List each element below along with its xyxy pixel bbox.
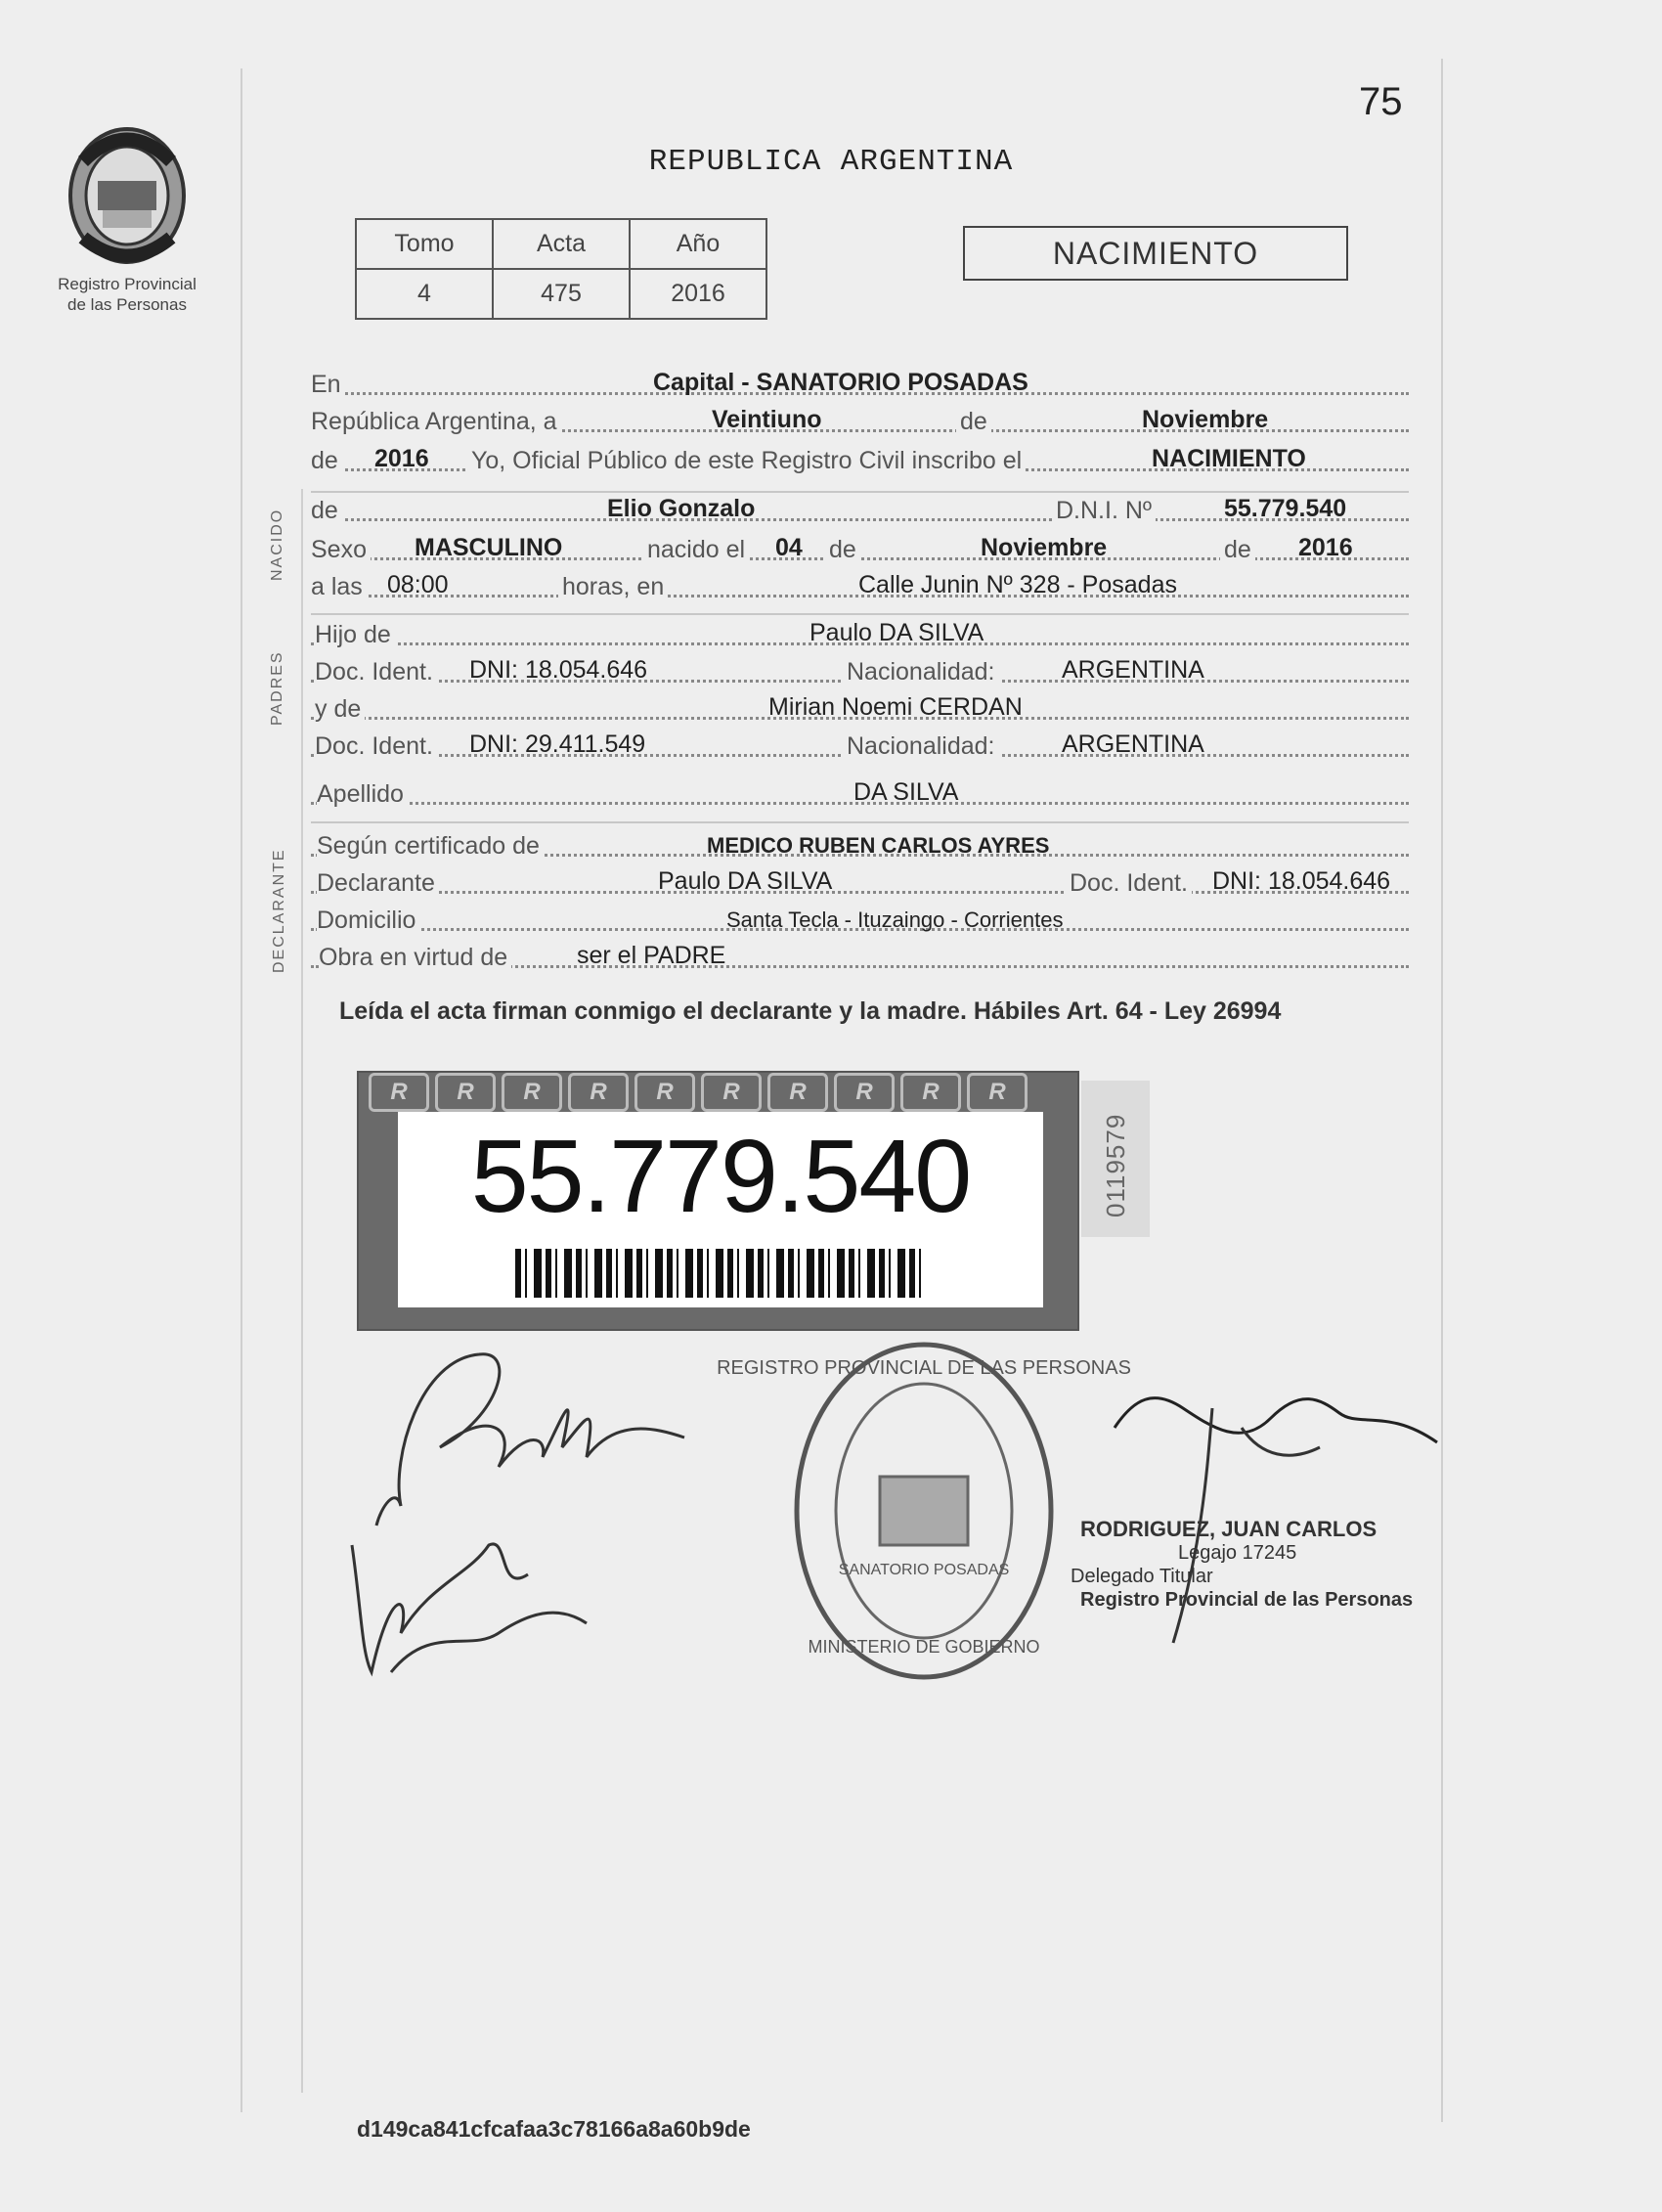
value-tipo-inscripcion: NACIMIENTO [1152,445,1306,472]
label-doc-ident-declarante: Doc. Ident. [1066,869,1192,898]
label-obra-en-virtud: Obra en virtud de [319,944,511,972]
value-dia-nac: 04 [775,534,803,561]
value-lugar-nac: Calle Junin Nº 328 - Posadas [858,571,1177,598]
value-acta: 475 [493,269,630,319]
value-hora: 08:00 [387,571,449,598]
header-acta: Acta [493,219,630,269]
label-horas-en: horas, en [558,573,668,601]
dni-sticker [357,1071,1079,1331]
label-y-de: y de [315,695,365,724]
label-de: de [956,408,991,436]
label-en: En [311,371,345,399]
official-role: Delegado Titular [1071,1566,1213,1587]
sticker-pattern: R R R R R R R R R R [359,1073,1077,1112]
value-madre: Mirian Noemi CERDAN [768,693,1023,721]
logo-caption-line2: de las Personas [67,295,187,314]
label-de-name: de [311,497,342,525]
value-sexo: MASCULINO [415,534,563,561]
official-block [1071,1517,1414,1612]
stamp-text-middle: SANATORIO POSADAS [838,1562,1010,1578]
value-dia: Veintiuno [712,406,822,433]
value-virtud: ser el PADRE [577,942,726,969]
section-declarante: DECLARANTE [271,848,287,973]
row-sexo [311,533,1409,566]
value-madre-doc: DNI: 29.411.549 [469,730,646,758]
value-certificado: MEDICO RUBEN CARLOS AYRES [707,833,1050,858]
row-hora [311,570,1409,603]
divider [311,821,1409,823]
serial-number: 0119579 [1101,1113,1130,1217]
page-number: 75 [1359,80,1403,123]
row-lugar [311,368,1409,401]
value-nombre: Elio Gonzalo [607,495,756,522]
official-legajo: Legajo 17245 [1178,1542,1297,1564]
official-name: RODRIGUEZ, JUAN CARLOS [1080,1517,1378,1541]
divider [311,491,1409,493]
label-doc-ident-madre: Doc. Ident. [315,732,437,761]
logo-caption-line1: Registro Provincial [58,275,197,293]
value-tomo: 4 [356,269,493,319]
label-a-las: a las [311,573,367,601]
section-padres: PADRES [269,650,285,726]
margin-line-inner [301,489,303,2093]
label-yo-oficial: Yo, Oficial Público de este Registro Civil inscribo el [467,447,1026,475]
label-doc-ident: Doc. Ident. [315,658,437,686]
sticker-number: 55.779.540 [470,1119,971,1234]
label-hijo-de: Hijo de [315,621,395,649]
row-virtud [311,941,1409,974]
register-table [355,218,767,320]
value-anio: 2016 [374,445,429,472]
row-padre-doc [311,655,1409,688]
stamp-text-outer: REGISTRO PROVINCIAL DE LAS PERSONAS [717,1357,1131,1379]
signature-official-icon [1095,1369,1447,1662]
margin-line-right [1441,59,1443,2122]
value-padre: Paulo DA SILVA [809,619,984,646]
label-nacionalidad: Nacionalidad: [843,658,999,686]
signature-padre-icon [332,1340,723,1692]
row-apellido [311,777,1409,811]
divider [311,613,1409,615]
header-anio: Año [630,219,766,269]
value-declarante: Paulo DA SILVA [658,867,833,895]
row-madre-doc [311,730,1409,763]
label-nacido-el: nacido el [643,536,749,564]
sticker-serial [1081,1081,1150,1237]
official-office: Registro Provincial de las Personas [1080,1589,1414,1611]
value-dni: 55.779.540 [1224,495,1347,522]
value-anio-nac: 2016 [1298,534,1353,561]
row-domicilio [311,904,1409,937]
value-domicilio: Santa Tecla - Ituzaingo - Corrientes [726,907,1064,932]
label-republica: República Argentina, a [311,408,561,436]
label-sexo: Sexo [311,536,371,564]
label-declarante: Declarante [317,869,439,898]
row-certificado [311,829,1409,863]
value-mes-nac: Noviembre [981,534,1108,561]
value-padre-nac: ARGENTINA [1062,656,1204,684]
row-nombre [311,494,1409,527]
label-de-year: de [311,447,342,475]
label-de-mes: de [825,536,860,564]
row-inscripcion [311,444,1409,477]
row-declarante [311,866,1409,900]
row-fecha [311,405,1409,438]
value-mes: Noviembre [1142,406,1269,433]
act-type-box: NACIMIENTO [963,226,1348,281]
value-padre-doc: DNI: 18.054.646 [469,656,648,684]
label-apellido: Apellido [317,780,408,809]
row-madre [311,692,1409,726]
document-hash: d149ca841cfcafaa3c78166a8a60b9de [357,2116,751,2142]
closing-note: Leída el acta firman conmigo el declarante y la madre. Hábiles Art. 64 - Ley 26994 [339,997,1282,1025]
stamp-text-bottom: MINISTERIO DE GOBIERNO [808,1637,1040,1657]
official-stamp-icon [717,1330,1131,1692]
label-nacionalidad-madre: Nacionalidad: [843,732,999,761]
label-segun-certificado: Según certificado de [317,832,544,861]
header-tomo: Tomo [356,219,493,269]
section-nacido: NACIDO [269,508,285,581]
row-padre [311,618,1409,651]
value-lugar: Capital - SANATORIO POSADAS [653,369,1028,396]
label-domicilio: Domicilio [317,907,419,935]
label-de-anio: de [1220,536,1255,564]
value-declarante-doc: DNI: 18.054.646 [1212,867,1391,895]
margin-line-left [241,68,242,2112]
document-title: REPUBLICA ARGENTINA [648,145,1014,179]
barcode-icon [515,1249,926,1298]
label-dni: D.N.I. Nº [1052,497,1156,525]
value-madre-nac: ARGENTINA [1062,730,1204,758]
value-anio: 2016 [630,269,766,319]
sticker-card [398,1112,1043,1307]
value-apellido: DA SILVA [853,778,959,806]
